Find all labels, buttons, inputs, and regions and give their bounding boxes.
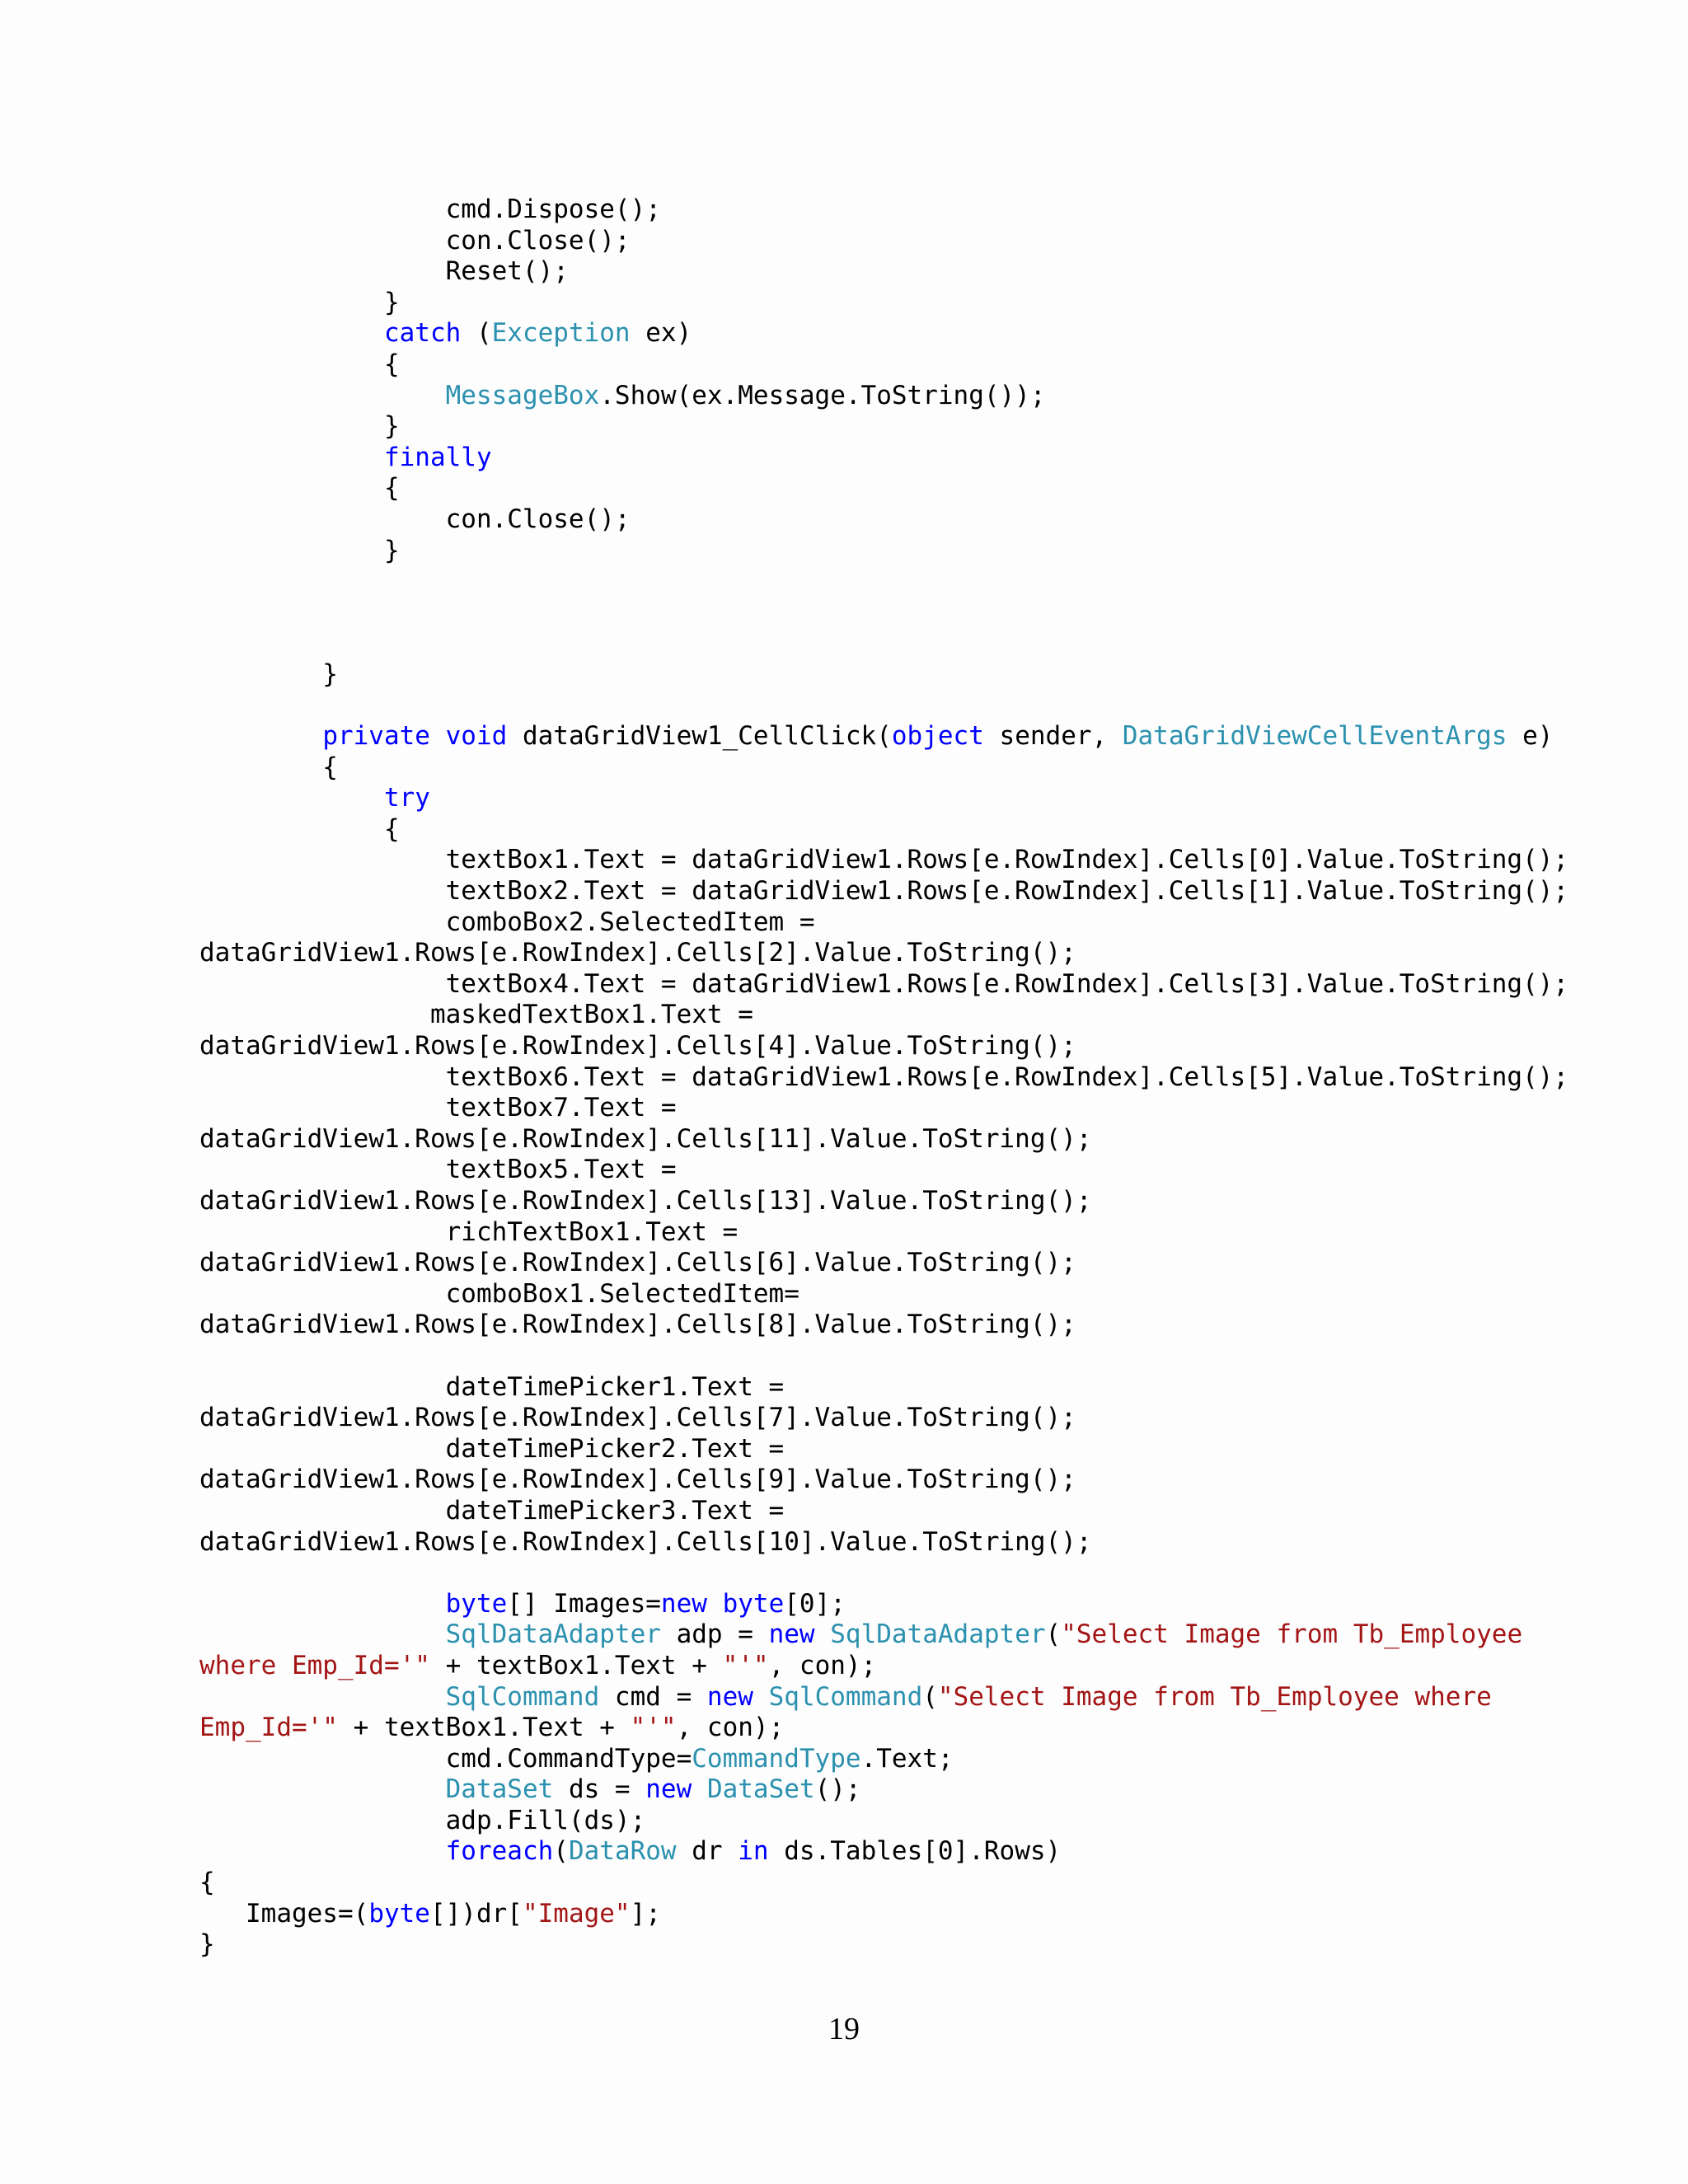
code-line [199, 1248, 1667, 1279]
code-token-keyword: catch [383, 318, 462, 349]
code-line [199, 1372, 1667, 1404]
code-token-type: MessageBox [445, 380, 600, 410]
code-token-keyword: byte [368, 1898, 430, 1929]
code-line [199, 752, 1667, 784]
code-line [199, 1929, 1667, 1961]
code-line [199, 566, 1667, 598]
code-token-plain: .Show(ex.Message.ToString()); [599, 380, 1046, 410]
code-token-plain: textBox5.Text = [199, 1155, 677, 1185]
code-token-plain: { [199, 473, 400, 504]
code-line [199, 1774, 1667, 1806]
code-line [199, 1031, 1667, 1062]
code-token-plain [815, 1619, 831, 1649]
code-token-plain [199, 1774, 446, 1804]
code-line [199, 721, 1667, 752]
code-line [199, 628, 1667, 659]
code-line [199, 536, 1667, 567]
code-token-plain: ( [553, 1836, 569, 1867]
code-token-keyword: byte [722, 1588, 785, 1619]
code-token-plain: dataGridView1.Rows[e.RowIndex].Cells[11].Value.ToString(); [199, 1123, 1092, 1154]
code-token-type: DataSet [706, 1774, 815, 1805]
code-line [199, 194, 1667, 226]
code-line [199, 411, 1667, 443]
code-token-plain: sender, [983, 721, 1123, 752]
code-token-type: SqlCommand [445, 1681, 600, 1712]
code-token-plain: con.Close(); [199, 225, 631, 255]
code-token-plain: richTextBox1.Text = [199, 1216, 738, 1247]
code-token-plain: { [199, 813, 400, 844]
code-token-type: Exception [491, 318, 631, 349]
code-token-plain: { [199, 1868, 215, 1898]
code-line [199, 1279, 1667, 1310]
code-line [199, 1527, 1667, 1558]
code-line [199, 288, 1667, 319]
code-line [199, 1619, 1667, 1651]
code-line [199, 814, 1667, 846]
page-number: 19 [828, 2012, 860, 2046]
code-line [199, 691, 1667, 722]
code-token-plain: maskedTextBox1.Text = [199, 1000, 753, 1030]
code-line [199, 1000, 1667, 1031]
code-line [199, 1403, 1667, 1434]
code-token-plain: [])dr[ [429, 1898, 523, 1929]
code-line [199, 504, 1667, 536]
code-token-string: "'" [722, 1650, 769, 1680]
code-token-plain: comboBox1.SelectedItem= [199, 1278, 799, 1309]
code-token-type: DataRow [568, 1836, 677, 1867]
code-token-plain: [] Images= [507, 1588, 661, 1619]
code-token-keyword: object [891, 721, 984, 752]
code-listing [199, 194, 1667, 1961]
code-token-plain: textBox6.Text = dataGridView1.Rows[e.RowIndex].Cells[5].Value.ToString(); [199, 1062, 1569, 1092]
code-line [199, 443, 1667, 474]
code-line [199, 1744, 1667, 1775]
code-line [199, 1155, 1667, 1186]
code-token-plain [199, 1589, 446, 1619]
code-token-plain: e) [1507, 721, 1554, 752]
code-token-plain: dataGridView1_CellClick( [507, 721, 892, 752]
code-token-plain: dataGridView1.Rows[e.RowIndex].Cells[4].Value.ToString(); [199, 1031, 1076, 1062]
code-token-string: "Image" [522, 1898, 631, 1929]
code-token-type: CommandType [692, 1743, 861, 1774]
code-line [199, 1186, 1667, 1217]
code-token-keyword: new [768, 1619, 815, 1650]
code-line [199, 1806, 1667, 1837]
code-token-plain: } [199, 411, 400, 442]
code-token-plain: dataGridView1.Rows[e.RowIndex].Cells[13].Value.ToString(); [199, 1186, 1092, 1216]
code-token-plain [199, 443, 384, 472]
code-token-keyword: new [660, 1588, 707, 1619]
code-token-plain: dateTimePicker1.Text = [199, 1371, 785, 1402]
code-token-plain: ds.Tables[0].Rows) [768, 1836, 1062, 1867]
code-token-keyword: in [738, 1836, 769, 1867]
code-token-plain: dataGridView1.Rows[e.RowIndex].Cells[9].Value.ToString(); [199, 1465, 1076, 1495]
code-token-plain [199, 783, 384, 813]
code-token-plain: comboBox2.SelectedItem = [199, 907, 815, 937]
code-token-plain: } [199, 1929, 215, 1960]
code-token-plain: ds = [553, 1774, 646, 1805]
code-token-plain: (); [814, 1774, 861, 1805]
code-line [199, 1713, 1667, 1744]
code-token-plain [199, 721, 322, 751]
code-line [199, 318, 1667, 349]
code-line [199, 349, 1667, 381]
code-token-plain: dataGridView1.Rows[e.RowIndex].Cells[7].Value.ToString(); [199, 1403, 1076, 1433]
code-token-plain [199, 381, 446, 410]
code-line [199, 1682, 1667, 1713]
code-line [199, 1310, 1667, 1341]
code-token-string: "Select Image from Tb_Employee [1061, 1619, 1523, 1650]
code-token-plain: { [199, 349, 400, 379]
code-token-plain [199, 1682, 446, 1712]
code-line [199, 1062, 1667, 1094]
code-token-plain: ( [461, 318, 492, 349]
code-token-string: "Select Image from Tb_Employee where [937, 1681, 1492, 1712]
code-token-plain: , con); [676, 1713, 785, 1743]
code-token-keyword: new [645, 1774, 692, 1805]
code-token-plain [753, 1682, 769, 1712]
code-line [199, 1651, 1667, 1682]
code-token-plain: { [199, 752, 338, 782]
code-token-plain: dataGridView1.Rows[e.RowIndex].Cells[8].Value.ToString(); [199, 1310, 1076, 1340]
code-line [199, 1868, 1667, 1899]
code-token-keyword: new [706, 1681, 753, 1712]
code-token-plain: } [199, 535, 400, 565]
code-token-keyword: finally [383, 442, 492, 472]
code-token-keyword: void [445, 721, 508, 752]
code-token-plain: dateTimePicker2.Text = [199, 1433, 785, 1464]
code-line [199, 1093, 1667, 1124]
code-token-keyword: private [322, 721, 430, 752]
code-token-plain: dataGridView1.Rows[e.RowIndex].Cells[2].Value.ToString(); [199, 938, 1076, 968]
code-token-type: SqlDataAdapter [830, 1619, 1046, 1650]
code-token-plain: dateTimePicker3.Text = [199, 1495, 785, 1526]
code-line [199, 1217, 1667, 1249]
code-line [199, 1434, 1667, 1465]
code-token-plain: textBox4.Text = dataGridView1.Rows[e.RowIndex].Cells[3].Value.ToString(); [199, 968, 1569, 999]
code-line [199, 226, 1667, 257]
code-token-plain: Images=( [199, 1898, 369, 1929]
code-line [199, 1558, 1667, 1589]
code-line [199, 969, 1667, 1001]
code-token-plain [692, 1774, 707, 1804]
code-line [199, 907, 1667, 939]
code-token-string: "'" [630, 1713, 677, 1743]
code-token-type: SqlDataAdapter [445, 1619, 661, 1650]
code-line [199, 1589, 1667, 1620]
code-line [199, 938, 1667, 969]
code-token-keyword: foreach [445, 1836, 554, 1867]
code-token-plain: Reset(); [199, 256, 569, 287]
code-line [199, 1341, 1667, 1372]
code-token-keyword: byte [445, 1588, 508, 1619]
code-token-plain: ]; [630, 1898, 661, 1929]
code-token-plain: ex) [630, 318, 692, 349]
code-token-plain: } [199, 287, 400, 317]
code-token-plain: ( [1045, 1619, 1062, 1650]
code-token-plain: textBox1.Text = dataGridView1.Rows[e.RowIndex].Cells[0].Value.ToString(); [199, 845, 1569, 875]
code-token-plain: } [199, 658, 338, 689]
code-token-plain: textBox7.Text = [199, 1093, 677, 1123]
code-line [199, 783, 1667, 814]
code-token-plain: .Text; [860, 1743, 954, 1774]
code-token-plain: + textBox1.Text + [429, 1650, 723, 1680]
code-token-string: where Emp_Id='" [199, 1650, 430, 1680]
code-line [199, 473, 1667, 504]
code-line [199, 659, 1667, 691]
code-token-plain [707, 1589, 723, 1619]
code-token-keyword: try [383, 783, 430, 813]
code-token-plain: ( [922, 1681, 938, 1712]
code-token-plain: textBox2.Text = dataGridView1.Rows[e.RowIndex].Cells[1].Value.ToString(); [199, 876, 1569, 907]
code-line [199, 381, 1667, 412]
code-token-plain: cmd = [599, 1681, 707, 1712]
code-token-plain: [0]; [784, 1588, 846, 1619]
code-line [199, 1836, 1667, 1868]
code-line [199, 845, 1667, 876]
code-token-plain: con.Close(); [199, 504, 631, 534]
code-token-plain: cmd.Dispose(); [199, 194, 661, 224]
code-token-plain [430, 721, 446, 751]
code-line [199, 876, 1667, 907]
code-token-plain [199, 318, 384, 348]
code-line [199, 598, 1667, 629]
code-token-plain [199, 1619, 446, 1649]
code-token-plain: dr [676, 1836, 738, 1867]
code-token-type: SqlCommand [768, 1681, 923, 1712]
code-line [199, 256, 1667, 288]
code-token-plain: + textBox1.Text + [337, 1713, 631, 1743]
code-token-plain: cmd.CommandType= [199, 1743, 692, 1774]
code-token-plain: dataGridView1.Rows[e.RowIndex].Cells[10].Value.ToString(); [199, 1526, 1092, 1557]
code-token-type: DataGridViewCellEventArgs [1122, 721, 1507, 752]
code-token-type: DataSet [445, 1774, 554, 1805]
code-line [199, 1899, 1667, 1930]
code-line [199, 1465, 1667, 1496]
code-line [199, 1124, 1667, 1155]
code-line [199, 1496, 1667, 1527]
code-token-plain: adp = [660, 1619, 769, 1650]
code-token-plain [199, 1836, 446, 1866]
code-token-plain: , con); [768, 1650, 877, 1680]
code-token-plain: dataGridView1.Rows[e.RowIndex].Cells[6].Value.ToString(); [199, 1248, 1076, 1278]
code-token-plain: adp.Fill(ds); [199, 1805, 646, 1835]
code-token-string: Emp_Id='" [199, 1713, 338, 1743]
